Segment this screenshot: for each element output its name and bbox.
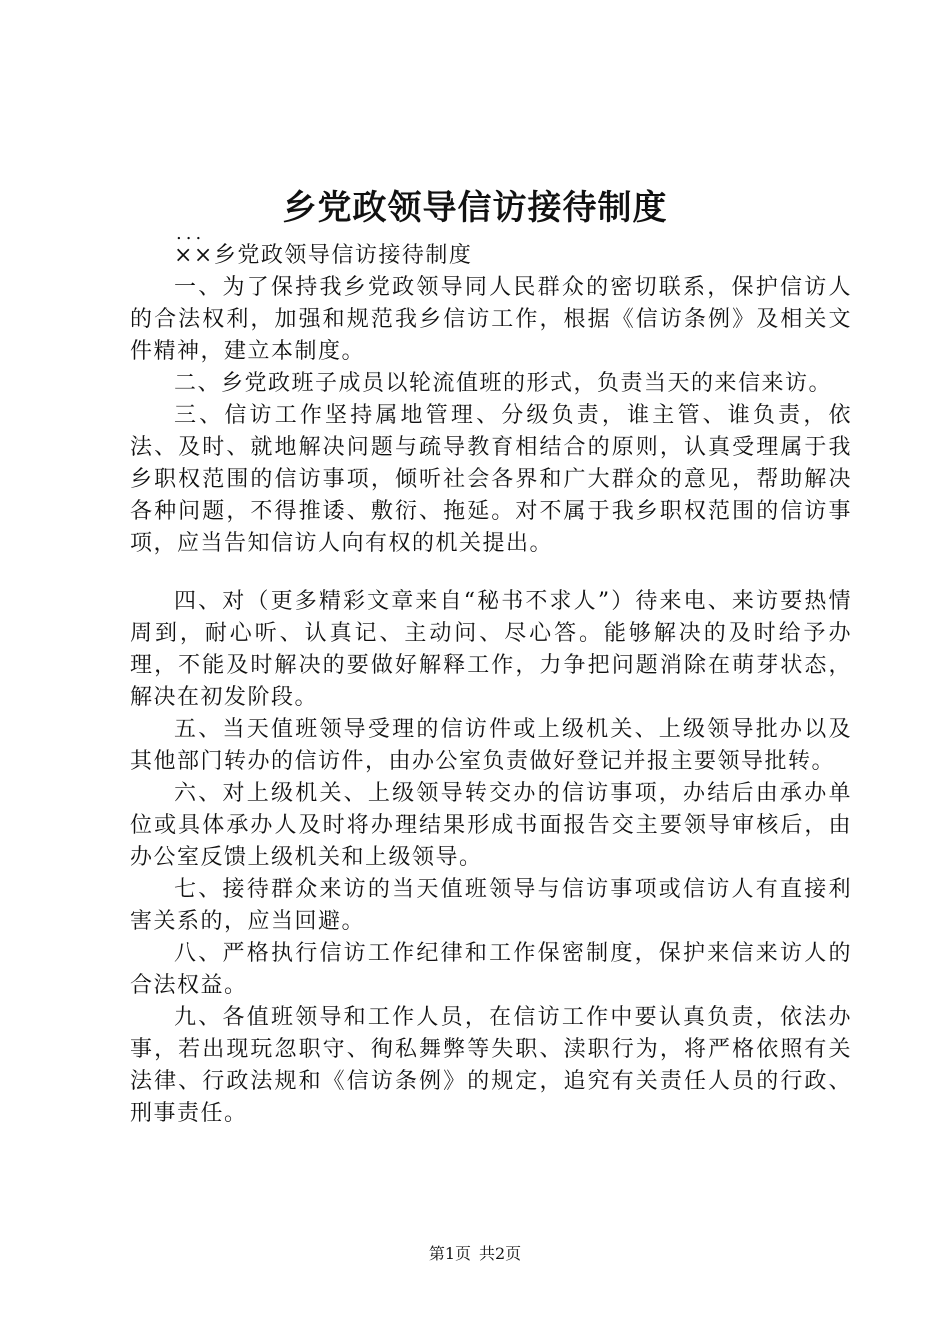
paragraph-3: 三、信访工作坚持属地管理、分级负责，谁主管、谁负责，依法、及时、就地解决问题与疏导教育相结合的原则，认真受理属于我乡职权范围的信访事项，倾听社会各界和广大群众的意见，帮助解决各种问题，不得推诿、敷衍、拖延。对不属于我乡职权范围的信访事项，应当告知信访人向有权的机关提出。 (130, 403, 852, 556)
paragraph-4: 四、对（更多精彩文章来自“秘书不求人”）待来电、来访要热情周到，耐心听、认真记、主动问、尽心答。能够解决的及时给予办理，不能及时解决的要做好解释工作，力争把问题消除在萌芽状态，解决在初发阶段。 (130, 589, 852, 710)
page-total: 共2页 (479, 1244, 522, 1263)
paragraph-subtitle: ××乡党政领导信访接待制度 (174, 243, 473, 268)
page-footer (0, 1243, 950, 1265)
paragraph-2: 二、乡党政班子成员以轮流值班的形式，负责当天的来信来访。 (174, 371, 833, 396)
paragraph-7: 七、接待群众来访的当天值班领导与信访事项或信访人有直接利害关系的，应当回避。 (130, 877, 852, 934)
document-title: 乡党政领导信访接待制度 (282, 188, 668, 228)
ellipsis-text: ... (176, 223, 206, 244)
paragraph-8: 八、严格执行信访工作纪律和工作保密制度，保护来信来访人的合法权益。 (130, 941, 852, 998)
page-number: 第1页 (428, 1244, 471, 1263)
paragraph-6: 六、对上级机关、上级领导转交办的信访事项，办结后由承办单位或具体承办人及时将办理结果形成书面报告交主要领导审核后，由办公室反馈上级机关和上级领导。 (130, 781, 852, 870)
paragraph-9: 九、各值班领导和工作人员，在信访工作中要认真负责，依法办事，若出现玩忽职守、徇私舞弊等失职、渎职行为，将严格依照有关法律、行政法规和《信访条例》的规定，追究有关责任人员的行政、刑事责任。 (130, 1005, 852, 1126)
paragraph-5: 五、当天值班领导受理的信访件或上级机关、上级领导批办以及其他部门转办的信访件，由办公室负责做好登记并报主要领导批转。 (130, 717, 852, 774)
document-body (130, 240, 852, 1130)
paragraph-1: 一、为了保持我乡党政领导同人民群众的密切联系，保护信访人的合法权利，加强和规范我乡信访工作，根据《信访条例》及相关文件精神，建立本制度。 (130, 275, 852, 364)
